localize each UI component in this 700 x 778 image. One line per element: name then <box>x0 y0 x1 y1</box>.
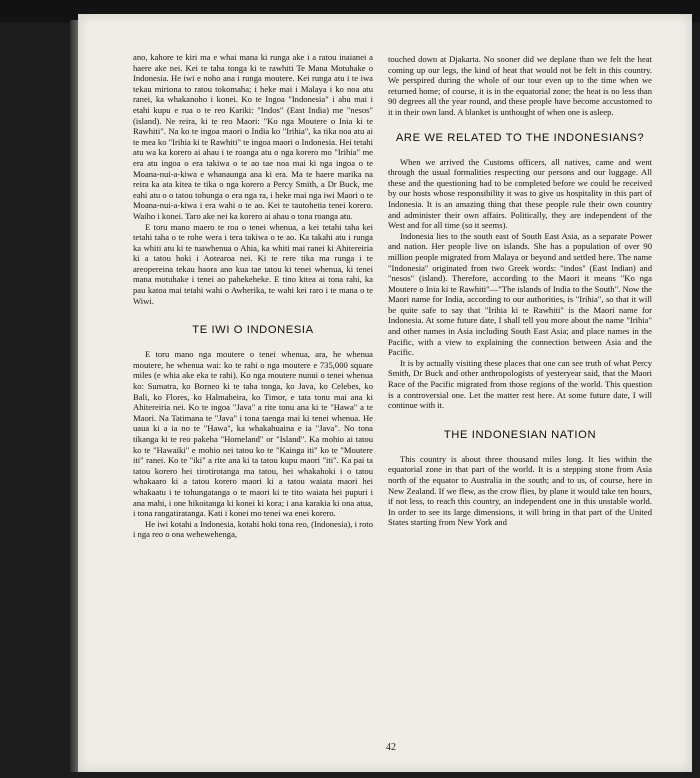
right-paragraph-1: touched down at Djakarta. No sooner did we deplane than we felt the heat coming up our legs, the kind of heat that would not be felt in this country. We perspired during the whole of our tour even up to the time when we returned home; of course, it is in the equatorial zone; the heat is no less than 90 degrees all the year round, and these people have become accustomed to it in their own land. A blanket is unthought of when one is asleep. <box>388 54 652 117</box>
heading-te-iwi-o-indonesia: TE IWI O INDONESIA <box>192 324 314 337</box>
left-paragraph-4: He iwi kotahi a Indonesia, kotahi hoki tona reo, (Indonesia), i roto i nga reo o ona wehewehenga, <box>133 518 373 540</box>
heading-indonesian-nation: THE INDONESIAN NATION <box>443 428 597 441</box>
right-paragraph-2: When we arrived the Customs officers, all natives, came and went through the usual formalities respecting our persons and our luggage. All these and the questioning had to be completed before we could be received by our hosts whose responsibility it was to give us hospitality in this part of Indonesia. It is an amazing thing that these people rule their own country and administer their own affairs. Politically, they are independent of the West and for all time (so it seems). <box>388 156 652 231</box>
left-paragraph-3: E toru mano nga moutere o tenei whenua, ara, he whenua moutere, he whenua wai: ko te rahi o nga moutere e 735,000 square miles (e whia ake eka te rahi). Ko nga moutere nunui o tenei whenua ko: Sumatra, ko Borneo ki te taha tonga, ko Java, ko Celebes, ko Bali, ko Flores, ko Halmaheira, ko Timor, e tata tonu mai ana ki Ahitereiria nei. Ko te ingoa "Java" a rite tonu ana ki te "Hawa" a te Maori. Na Tatimana te "Java" i tona taenga mai ki tenei whenua. He uaua ki a ia no te "Hawa", ka whakahuaina e ia "Java". No tona tikanga ki te reo pakeha "Homeland" or "Island". Ka mohio ai tatou ko te "Hawaiki" e mohio nei tatou ko te "Kainga iti" ko te "Moutere iti" ranei. Ko te "iki" a rite ana ki ta tatou kupu maori "iti". Ka pai ta tatou korero hei tirotirotanga ma tatou, hei whakahoki i o tatou whakaaro ki a tatou korero maori ki a tatou waiata maori hei whakaatu i te tohungatanga o te maori ki te tito waiata hei pupuri i ana mahi, i one hikoitanga ki konei ki kora; i ana karakia ki ona atua, i tona rangatiratanga. Kati i konei mo tenei wa enei korero. <box>133 349 373 519</box>
left-paragraph-2: E toru mano maero te roa o tenei whenua, a kei tetahi taha kei tetahi taha o te rohe wera i tera takiwa o te ao. Ka takahi atu i runga ka whiti atu ki te tuawhenua o Ahia, ka whiti mai ranei ki Ahitereiria ki a tatou hoki i Aotearoa nei. Ki te rere tika ma runga i te areopereina tekau haora ano kua tae tatou ki tenei whenua, ki tenei mana motuhake i tenei ao pahekeheke. E tino kitea ai tona rahi, ka pau katoa mai tetahi wahi o Awherika, te wahi kei raro i te mana o te Wiwi. <box>133 221 373 306</box>
right-column <box>388 54 652 528</box>
heading-are-we-related: ARE WE RELATED TO THE INDONESIANS? <box>395 131 645 144</box>
right-paragraph-5: This country is about three thousand miles long. It lies within the equatorial zone in that part of the world. It is a stepping stone from Asia north of the equator to Australia in the south; and to us, of course, here in New Zealand. If we flew, as the crow flies, by plane it would take ten hours, if not less, to reach this country, an independent one in this unstable world. In order to see its large dimensions, it will bring in that part of the United States starting from New York and <box>388 453 652 528</box>
page-number: 42 <box>386 742 396 753</box>
left-column <box>133 52 373 540</box>
right-paragraph-3: Indonesia lies to the south east of South East Asia, as a separate Power and nation. Her people live on islands. She has a population of over 90 million people migrated from Malaya or beyond and settled here. The name "Indonesia" originated from two Greek words: "indos" (East Indian) and "nesos" (island). Therefore, according to the Maori it means "Ko nga Moutere o Inia ki te Rawhiti"—"The islands of India to the South". Now the Maori name for India, according to our authorities, is "Irihia", so that it will be quite safe to say that "Irihia ki te Rawhiti" is the Maori name for Indonesia. At some future date, I shall tell you more about the name "Irihia" and other names in Asia including South East Asia; and place names in the Pacific, with a view to explaining the connection between Asia and the Pacific. <box>388 230 652 358</box>
right-paragraph-4: It is by actually visiting these places that one can see truth of what Percy Smith, Dr Buck and other anthropologists of yesteryear said, that the Maori Race of the Pacific migrated from those regions of the world. This question is a controversial one. Let the matter rest here. At some future date, I will continue with it. <box>388 357 652 411</box>
left-paragraph-1: ano, kahore te kiri ma e whai mana ki runga ake i a ratou inaianei a haere ake nei. Kei te taha tonga ki te rawhiti Te Mana Motuhake o Indonesia. He iwi e noho ana i runga moutere. Kei runga atu i te iwa tekau miriona to ratou tokomaha; i heke mai i Malaya i ko noa atu ranei, ka whakanoho i konei. Ko te Ingoa "Indonesia" i ahu mai i etahi kupu e rua o te reo Kariki: "Indos" (East India) me "nesos" (island). Ne reira, ki te reo Maori: "Ko nga Moutere o Inia ki te Rawhiti". Na ko te ingoa maori o India ko "Irihia", ka tika noa atu ai te mea ko "Irihia ki te Rawhiti" te ingoa maori o Indonesia. Hei tetahi atu wa ka korero ai ahau i te roanga atu o nga korero mo "Irihia" me era atu ingoa o era takiwa o te ao tae noa mai ki nga ingoa o te Moana-nui-a-kiwa e whanaunga ana ki era. Ma te haere marika na reira ka ata kitea te tika o nga korero a Percy Smith, a Dr Buck, me eahi atu o o tatou tohunga o era nga ra, i heke mai nga iwi Maori o te Moana-nui-a-kiwa i era wahi o te ao. Kei te tautohetia tenei korero. Waiho i konei. Taro ake nei ka korero ai ahau o tona roanga atu. <box>133 52 373 221</box>
